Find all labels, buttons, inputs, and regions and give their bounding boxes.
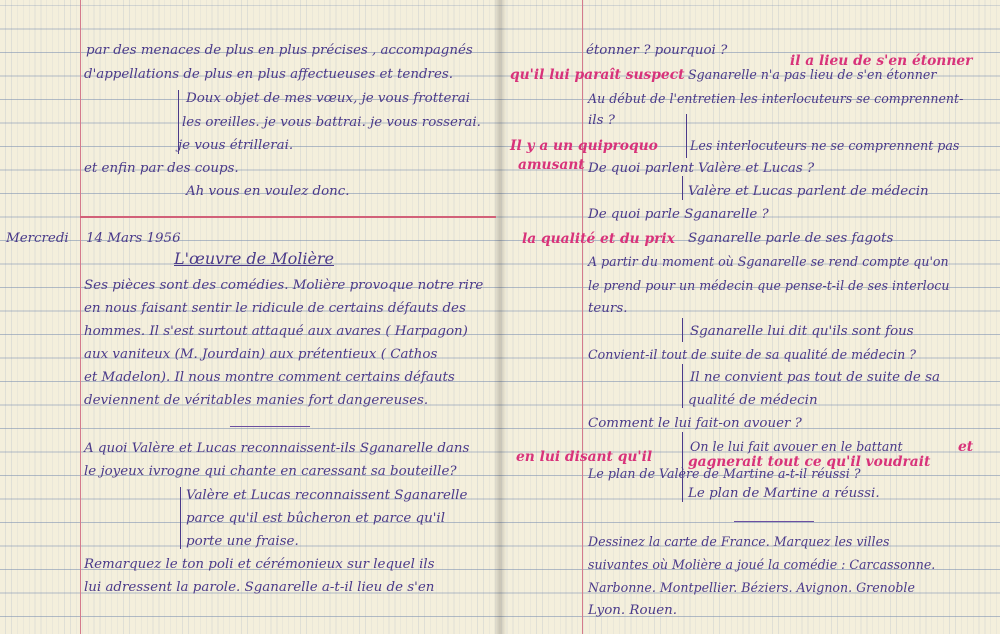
answer-bracket	[682, 318, 683, 342]
right-line: Convient-il tout de suite de sa qualité de médecin ?	[588, 347, 916, 362]
correction-text: Il y a un quiproquo	[510, 138, 658, 154]
right-line: Le plan de Valère de Martine a-t-il réussi ?	[588, 466, 861, 481]
right-line: teurs.	[588, 301, 628, 316]
right-line: Il ne convient pas tout de suite de sa	[690, 370, 940, 385]
right-line: Dessinez la carte de France. Marquez les villes	[588, 534, 890, 549]
correction-text: qu'il lui paraît suspect	[510, 67, 685, 83]
right-line: De quoi parle Sganarelle ?	[588, 207, 769, 222]
paragraph-line: aux vaniteux (M. Jourdain) aux prétentieux ( Cathos	[84, 347, 438, 362]
paragraph-line: et Madelon). Il nous montre comment certains défauts	[84, 370, 455, 385]
right-line: suivantes où Molière a joué la comédie : Carcassonne.	[588, 557, 936, 572]
right-line: Comment le lui fait-on avouer ?	[588, 416, 802, 431]
correction-text: gagnerait tout ce qu'il voudrait	[688, 454, 931, 470]
right-line: Lyon. Rouen.	[588, 603, 677, 618]
right-line: Sganarelle parle de ses fagots	[688, 231, 894, 246]
left-line: les oreilles. je vous battrai. je vous rosserai.	[182, 115, 481, 130]
left-line: d'appellations de plus en plus affectueuses et tendres.	[84, 67, 453, 82]
short-rule	[734, 521, 814, 522]
question-line: A quoi Valère et Lucas reconnaissent-ils Sganarelle dans	[84, 441, 470, 456]
right-line: Le plan de Martine a réussi.	[688, 486, 880, 501]
right-line: Narbonne. Montpellier. Béziers. Avignon. Grenoble	[588, 580, 915, 595]
right-line: Sganarelle n'a pas lieu de s'en étonner	[688, 67, 937, 82]
correction-text: et	[958, 439, 974, 455]
answer-bracket	[682, 176, 683, 200]
remark-line: lui adressent la parole. Sganarelle a-t-il lieu de s'en	[84, 580, 435, 595]
correction-text: amusant	[518, 157, 585, 173]
right-line: le prend pour un médecin que pense-t-il de ses interlocu	[588, 278, 950, 293]
remark-line: Remarquez le ton poli et cérémonieux sur lequel ils	[84, 557, 435, 572]
right-line: Les interlocuteurs ne se comprennent pas	[690, 138, 960, 153]
right-line: A partir du moment où Sganarelle se rend compte qu'on	[588, 254, 949, 269]
margin-line	[582, 0, 583, 634]
left-line: je vous étrillerai.	[178, 138, 294, 153]
right-line: Valère et Lucas parlent de médecin	[688, 184, 929, 199]
answer-bracket	[180, 487, 181, 549]
paragraph-line: Ses pièces sont des comédies. Molière provoque notre rire	[84, 278, 484, 293]
right-page	[500, 0, 1000, 634]
left-line: par des menaces de plus en plus précises , accompagnés	[86, 43, 473, 58]
date: 14 Mars 1956	[86, 231, 181, 246]
paragraph-line: en nous faisant sentir le ridicule de certains défauts des	[84, 301, 466, 316]
left-line: Doux objet de mes vœux, je vous frotterai	[186, 91, 471, 106]
right-line: De quoi parlent Valère et Lucas ?	[588, 161, 815, 176]
right-line: ils ?	[588, 113, 615, 128]
page-title: L'œuvre de Molière	[174, 249, 335, 268]
left-line: et enfin par des coups.	[84, 161, 239, 176]
date-day: Mercredi	[6, 231, 69, 246]
right-line: Sganarelle lui dit qu'ils sont fous	[690, 324, 914, 339]
section-divider	[80, 216, 496, 218]
answer-line: Valère et Lucas reconnaissent Sganarelle	[186, 488, 468, 503]
right-line: Au début de l'entretien les interlocuteurs se comprennent-	[588, 91, 964, 106]
answer-line: parce qu'il est bûcheron et parce qu'il	[186, 511, 445, 526]
correction-text: en lui disant qu'il	[516, 449, 653, 465]
right-line: étonner ? pourquoi ?	[586, 43, 728, 58]
correction-text: il a lieu de s'en étonner	[790, 53, 973, 69]
answer-bracket	[682, 364, 683, 408]
right-line: qualité de médecin	[688, 393, 818, 408]
short-rule	[230, 426, 310, 427]
answer-line: porte une fraise.	[186, 534, 299, 549]
paragraph-line: hommes. Il s'est surtout attaqué aux avares ( Harpagon)	[84, 324, 468, 339]
answer-bracket	[686, 114, 687, 158]
right-line: On le lui fait avouer en le battant	[690, 439, 903, 454]
paragraph-line: deviennent de véritables manies fort dangereuses.	[84, 393, 429, 408]
margin-line	[80, 0, 81, 634]
left-line: Ah vous en voulez donc.	[186, 184, 350, 199]
correction-text: la qualité et du prix	[522, 231, 675, 247]
question-line: le joyeux ivrogne qui chante en caressant sa bouteille?	[84, 464, 457, 479]
